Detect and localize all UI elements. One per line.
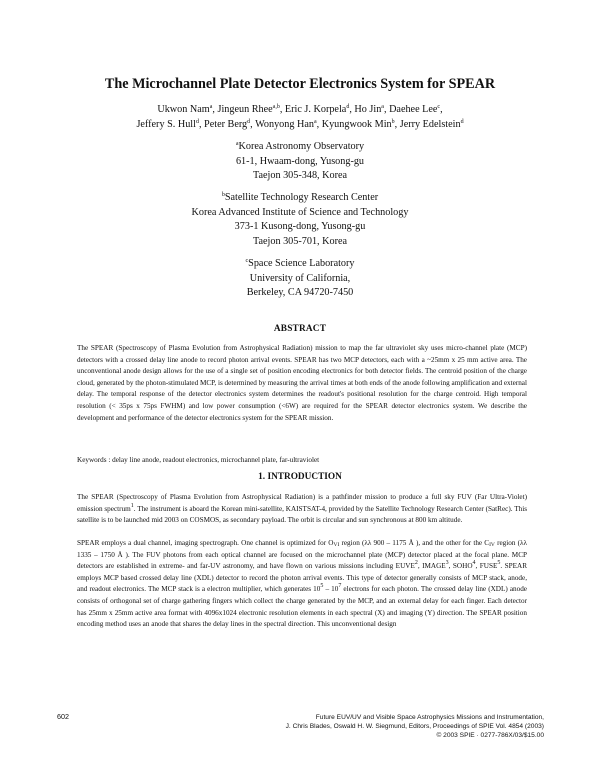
affiliation-line: 373-1 Kusong-dong, Yusong-gu [234,221,366,233]
author: Jeffery S. Hull$^d$ [136,118,199,130]
affiliation-line: Taejon 305-701, Korea [252,235,348,247]
author: Ukwon Nam$^a$ [157,104,213,115]
affiliation-name: Satellite Technology Research Center [224,192,379,203]
affiliation-line: Berkeley, CA 94720-7450 [246,287,354,299]
author: Wonyong Han$^a$ [255,118,317,130]
author: Ho Jin$^a$ [354,104,384,115]
affiliation-c: $^c$Space Science Laboratory University of California, Berkeley, CA 94720-7450 [0,257,600,301]
author: Jerry Edelstein$^d$ [399,118,464,130]
author: Peter Berg$^d$ [204,118,251,130]
author-list [0,103,600,132]
author: Kyungwook Min$^b$ [321,118,395,130]
affiliation-line: 61-1, Hwaam-dong, Yusong-gu [235,155,365,167]
author-line-1: Ukwon Nam$^a$, Jingeun Rhee$^{a,b}$, Eric J. Korpela$^d$, Ho Jin$^a$, Daehee Lee$^c$, [157,104,443,115]
keywords: Keywords : delay line anode, readout electronics, microchannel plate, far-ultraviolet [77,456,320,464]
affiliation-name: Space Science Laboratory [248,258,355,269]
paper-title: The Microchannel Plate Detector Electronics System for SPEAR [104,76,496,92]
affiliation-a: $^a$Korea Astronomy Observatory 61-1, Hwaam-dong, Yusong-gu Taejon 305-348, Korea [0,140,600,184]
intro-paragraph-1: The SPEAR (Spectroscopy of Plasma Evolution from Astrophysical Radiation) is a pathfinder mission to produce a full sky FUV (Far Ultra-Violet) emission spectrum$^1$. The instrument is aboard the Korean mini-satellite, KAISTSAT-4, provided by the Satellite Technology Research Center (SatRec). This satellite is to be launched mid 2003 on COSMOS, as secondary payload. The orbit is circular and sun synchronous at 800 km altitude. [77,493,527,525]
proceedings-footer: Future EUV/UV and Visible Space Astrophysics Missions and Instrumentation, J. Chris Blades, Oswald H. W. Siegmund, Editors, Proceedings of SPIE Vol. 4854 (2003) © 2003 SPIE · 0277-786X/03/$15.00 [285,714,544,739]
affiliation-line: Korea Advanced Institute of Science and Technology [191,206,409,218]
affiliation-b: $^b$Satellite Technology Research Center Korea Advanced Institute of Science and Technology 373-1 Kusong-dong, Yusong-gu Taejon 305-701, Korea [0,191,600,249]
abstract-heading: ABSTRACT [273,324,327,334]
author: Eric J. Korpela$^d$ [284,104,350,115]
author-line-2: Jeffery S. Hull$^d$, Peter Berg$^d$, Wonyong Han$^a$, Kyungwook Min$^b$, Jerry Edelstein$^d$ [136,118,464,130]
page-number: 602 [57,712,69,721]
author: Daehee Lee$^c$ [389,104,441,115]
section-heading-introduction: 1. INTRODUCTION [258,472,342,482]
affiliation-line: University of California, [249,272,351,284]
author: Jingeun Rhee$^{a,b}$ [217,104,280,115]
affiliation-name: Korea Astronomy Observatory [238,141,365,152]
intro-paragraph-2: SPEAR employs a dual channel, imaging spectrograph. One channel is optimized for $O_{VI}$ region (λλ 900 – 1175 Å ), and the other for the $C_{IV}$ region (λλ 1335 – 1750 Å ). The FUV photons from each optical channel are focused on the microchannel plate (MCP) detector placed at the focal plane. MCP detectors are established in extreme- and far-UV astronomy, and have flown on various missions including EUVE$^2$, IMAGE$^3$, SOHO$^4$, FUSE$^5$. SPEAR employs MCP based crossed delay line (XDL) detector to record the photon arrival events. This type of detector generally consists of MCP stack, anode, and readout electronics. The MCP stack is a electron multiplier, which generates $10^5 - 10^7$ electrons for each photon. The crossed delay line (XDL) anode consists of orthogonal set of charge gathering fingers which collect the charge generated by the MCP, and an external delay for each finger. Each detector has 25mm x 25mm active area format with 4096x1024 electronic resolution elements in each spectral (X) and imaging (Y) direction. The SPEAR position encoding method uses an anode that shares the delay lines in the spectral direction. This unconventional design [77,539,527,629]
affiliation-line: Taejon 305-348, Korea [252,170,348,182]
abstract-text: The SPEAR (Spectroscopy of Plasma Evolution from Astrophysical Radiation) mission to map the far ultraviolet sky uses micro-channel plate (MCP) detectors with a crossed delay line anode to record photon arrival events. SPEAR has two MCP detectors, each with a ~25mm x 25 mm active area. The unconventional anode design allows for the use of a single set of position encoding electronics for both detector fields. The centroid position of the charge cloud, generated by the photon-stimulated MCP, is determined by measuring the arrival times at both ends of the anode following amplification and external delay. The temporal response of the detector electronics system determines the readout's positional resolution for the charge centroid. High temporal resolution (< 35ps x 75ps FWHM) and low power consumption (<6W) are required for the SPEAR detector electronics system. We describe the development and performance of the detector electronics system for the SPEAR mission. [77,344,527,422]
